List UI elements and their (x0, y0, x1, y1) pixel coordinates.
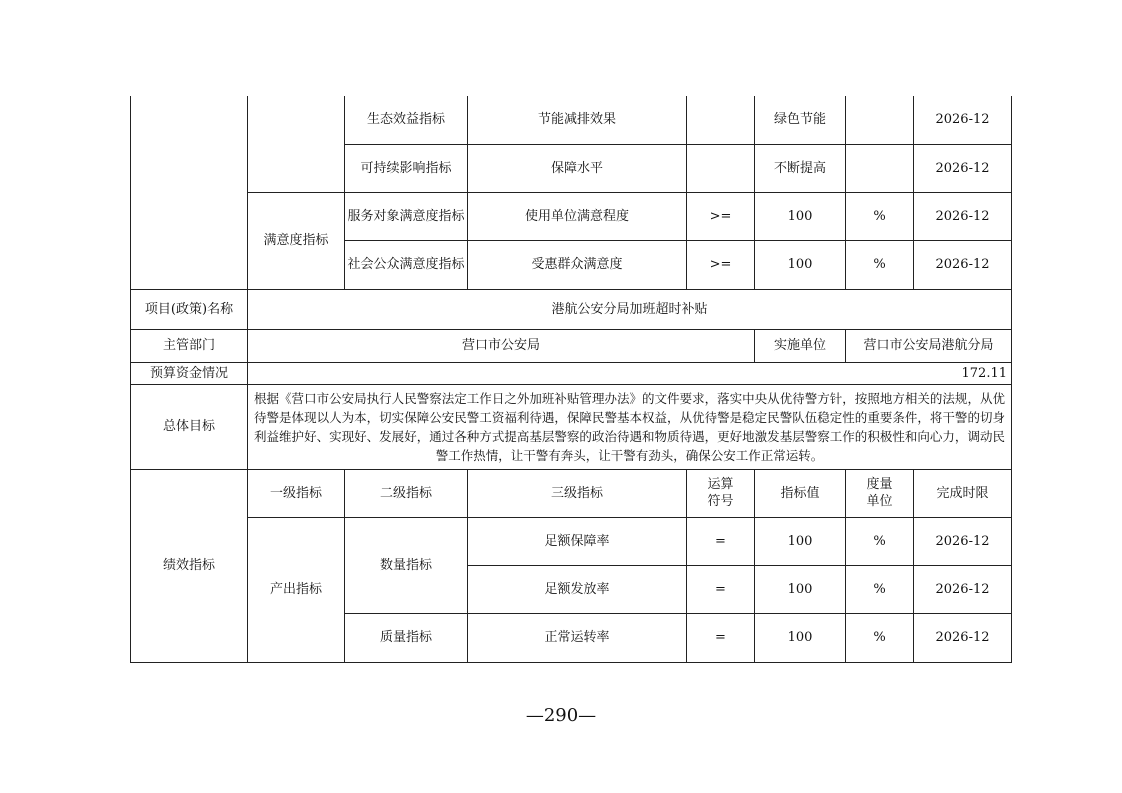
empty-cell (248, 96, 345, 192)
unit-cell (846, 96, 914, 144)
header-operator-line2: 符号 (707, 494, 734, 509)
op-cell: = (687, 565, 755, 613)
deadline-cell: 2026-12 (914, 96, 1012, 144)
performance-table (130, 96, 1012, 663)
op-cell (687, 144, 755, 192)
budget-value: 172.11 (248, 362, 1012, 384)
header-deadline: 完成时限 (914, 469, 1012, 517)
header-unit-line2: 单位 (866, 494, 893, 509)
level2-cell: 服务对象满意度指标 (345, 192, 468, 240)
level2-cell: 可持续影响指标 (345, 144, 468, 192)
deadline-cell: 2026-12 (914, 144, 1012, 192)
project-name-value: 港航公安分局加班超时补贴 (248, 289, 1012, 329)
op-cell: = (687, 517, 755, 565)
header-operator-line1: 运算 (707, 477, 734, 492)
empty-cell (131, 96, 248, 289)
level3-cell: 足额发放率 (468, 565, 687, 613)
satisfaction-label: 满意度指标 (248, 192, 345, 289)
op-cell: >= (687, 240, 755, 289)
value-cell: 不断提高 (755, 144, 846, 192)
project-name-label: 项目(政策)名称 (131, 289, 248, 329)
budget-row (131, 362, 1012, 384)
header-unit-line1: 度量 (866, 477, 893, 492)
value-cell: 100 (755, 613, 846, 662)
perf-label: 绩效指标 (131, 469, 248, 662)
level3-cell: 受惠群众满意度 (468, 240, 687, 289)
op-cell: >= (687, 192, 755, 240)
header-value: 指标值 (755, 469, 846, 517)
perf-header-row (131, 469, 1012, 517)
unit-cell: % (846, 565, 914, 613)
header-unit (846, 469, 914, 517)
unit-cell: % (846, 240, 914, 289)
deadline-cell: 2026-12 (914, 192, 1012, 240)
level2-cell: 生态效益指标 (345, 96, 468, 144)
level3-cell: 正常运转率 (468, 613, 687, 662)
deadline-cell: 2026-12 (914, 517, 1012, 565)
goal-text: 根据《营口市公安局执行人民警察法定工作日之外加班补贴管理办法》的文件要求，落实中央从优待警方针，按照地方相关的法规，从优待警是体现以人为本，切实保障公安民警工资福利待遇，保障民警基本权益，从优待警是稳定民警队伍稳定性的重要条件，将干警的切身利益维护好、实现好、发展好，通过各种方式提高基层警察的政治待遇和物质待遇，更好地激发基层警察工作的积极性和向心力，调动民警工作热情，让干警有奔头，让干警有劲头，确保公安工作正常运转。 (254, 390, 1005, 463)
op-cell: = (687, 613, 755, 662)
header-level2: 二级指标 (345, 469, 468, 517)
unit-cell (846, 144, 914, 192)
department-value: 营口市公安局 (248, 329, 755, 362)
department-row (131, 329, 1012, 362)
goal-row (131, 384, 1012, 469)
unit-cell: % (846, 517, 914, 565)
value-cell: 100 (755, 192, 846, 240)
deadline-cell: 2026-12 (914, 565, 1012, 613)
level3-cell: 保障水平 (468, 144, 687, 192)
goal-label: 总体目标 (131, 384, 248, 469)
value-cell: 100 (755, 565, 846, 613)
header-operator (687, 469, 755, 517)
unit-cell: % (846, 192, 914, 240)
table-row (131, 192, 1012, 240)
value-cell: 100 (755, 517, 846, 565)
header-level3: 三级指标 (468, 469, 687, 517)
table-row (131, 517, 1012, 565)
op-cell (687, 96, 755, 144)
quality-label: 质量指标 (345, 613, 468, 662)
quantity-label: 数量指标 (345, 517, 468, 613)
implementing-unit-value: 营口市公安局港航分局 (846, 329, 1012, 362)
page-number: —290— (525, 705, 597, 726)
goal-text-cell (248, 384, 1012, 469)
output-label: 产出指标 (248, 517, 345, 662)
header-level1: 一级指标 (248, 469, 345, 517)
value-cell: 绿色节能 (755, 96, 846, 144)
project-name-row (131, 289, 1012, 329)
value-cell: 100 (755, 240, 846, 289)
level3-cell: 使用单位满意程度 (468, 192, 687, 240)
department-label: 主管部门 (131, 329, 248, 362)
implementing-unit-label: 实施单位 (755, 329, 846, 362)
level2-cell: 社会公众满意度指标 (345, 240, 468, 289)
budget-label: 预算资金情况 (131, 362, 248, 384)
unit-cell: % (846, 613, 914, 662)
table-row (131, 96, 1012, 144)
deadline-cell: 2026-12 (914, 240, 1012, 289)
level3-cell: 节能减排效果 (468, 96, 687, 144)
level3-cell: 足额保障率 (468, 517, 687, 565)
deadline-cell: 2026-12 (914, 613, 1012, 662)
